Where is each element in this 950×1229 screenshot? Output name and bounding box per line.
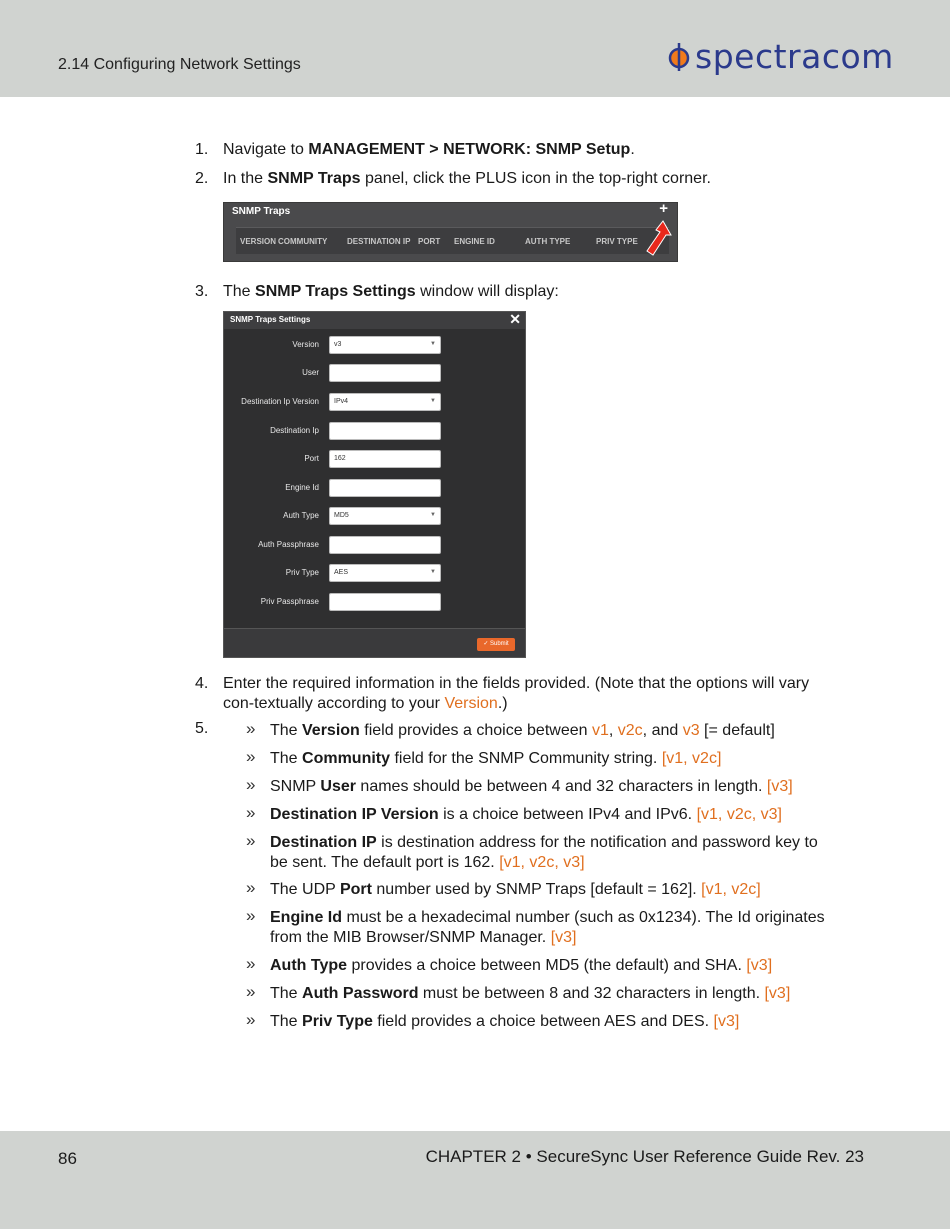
window-titlebar	[224, 312, 525, 329]
field-auth-type	[224, 507, 525, 525]
bullet-marker: »	[246, 803, 256, 822]
column-header: COMMUNITY	[278, 237, 328, 246]
port-input[interactable]: 162	[329, 450, 441, 468]
chevron-down-icon: ▼	[430, 569, 436, 575]
bullet-marker: »	[246, 719, 256, 738]
field-auth-passphrase	[224, 536, 525, 554]
field-label: Engine Id	[285, 483, 319, 492]
step-text: Navigate to MANAGEMENT > NETWORK: SNMP Setup.	[223, 141, 635, 158]
snmp-traps-panel	[223, 202, 678, 262]
field-label: Priv Type	[285, 568, 319, 577]
field-port	[224, 450, 525, 468]
chevron-down-icon: ▼	[430, 512, 436, 518]
column-header: ENGINE ID	[454, 237, 495, 246]
bullet-marker: »	[246, 982, 256, 1001]
step-number: 3.	[195, 283, 209, 300]
panel-title: SNMP Traps	[232, 206, 291, 217]
engine-id-input[interactable]	[329, 479, 441, 497]
auth-type-select[interactable]: MD5 ▼	[329, 507, 441, 525]
snmp-traps-settings-window	[223, 311, 526, 658]
page-header	[0, 0, 950, 97]
field-label: Destination Ip Version	[241, 397, 319, 406]
spectracom-logo	[667, 36, 894, 76]
field-destination-ip	[224, 422, 525, 440]
column-header: PORT	[418, 237, 441, 246]
page-number: 86	[58, 1149, 77, 1168]
priv-passphrase-input[interactable]	[329, 593, 441, 611]
section-title: 2.14 Configuring Network Settings	[58, 56, 301, 73]
field-label: Auth Type	[283, 511, 319, 520]
bullet-marker: »	[246, 878, 256, 897]
field-label: Priv Passphrase	[260, 597, 319, 606]
destination-ip-version-select[interactable]: IPv4 ▼	[329, 393, 441, 411]
field-label: Version	[292, 340, 319, 349]
bullet-marker: »	[246, 747, 256, 766]
submit-button[interactable]: ✓ Submit	[477, 638, 515, 651]
field-label: Destination Ip	[270, 426, 319, 435]
window-footer	[224, 628, 525, 657]
footer-guide-title: CHAPTER 2 • SecureSync User Reference Guide Rev. 23	[425, 1147, 864, 1166]
bullet-marker: »	[246, 906, 256, 925]
bullet-marker: »	[246, 954, 256, 973]
field-user	[224, 364, 525, 382]
step-number: 1.	[195, 141, 209, 158]
column-header: AUTH TYPE	[525, 237, 571, 246]
red-arrow-icon	[641, 219, 673, 259]
version-link[interactable]: Version	[444, 695, 498, 712]
field-priv-type	[224, 564, 525, 582]
bullet-marker: »	[246, 1010, 256, 1029]
logo-text: spectracom	[695, 36, 894, 76]
user-input[interactable]	[329, 364, 441, 382]
chevron-down-icon: ▼	[430, 341, 436, 347]
destination-ip-input[interactable]	[329, 422, 441, 440]
version-select[interactable]: v3 ▼	[329, 336, 441, 354]
field-label: Port	[304, 454, 319, 463]
step-text: Enter the required information in the fields provided. (Note that the options will vary con-textually according to your Version.)	[223, 675, 810, 712]
bullet-marker: »	[246, 775, 256, 794]
field-version	[224, 336, 525, 354]
chevron-down-icon: ▼	[430, 398, 436, 404]
table-header	[236, 227, 669, 254]
field-label: User	[302, 368, 319, 377]
step-number: 5.	[195, 720, 209, 737]
field-destination-ip-version	[224, 393, 525, 411]
step-number: 2.	[195, 170, 209, 187]
step-text: In the SNMP Traps panel, click the PLUS icon in the top-right corner.	[223, 170, 711, 187]
window-title: SNMP Traps Settings	[230, 315, 311, 324]
bullet-marker: »	[246, 831, 256, 850]
spectracom-logo-icon	[667, 40, 691, 72]
column-header: VERSION	[240, 237, 277, 246]
field-priv-passphrase	[224, 593, 525, 611]
priv-type-select[interactable]: AES ▼	[329, 564, 441, 582]
auth-passphrase-input[interactable]	[329, 536, 441, 554]
page-footer	[0, 1131, 950, 1229]
field-engine-id	[224, 479, 525, 497]
column-header: PRIV TYPE	[596, 237, 638, 246]
close-icon[interactable]: ✕	[509, 311, 521, 327]
step-text: The SNMP Traps Settings window will display:	[223, 283, 559, 300]
field-label: Auth Passphrase	[258, 540, 319, 549]
step-number: 4.	[195, 675, 209, 692]
column-header: DESTINATION IP	[347, 237, 411, 246]
plus-icon[interactable]: +	[659, 200, 668, 217]
